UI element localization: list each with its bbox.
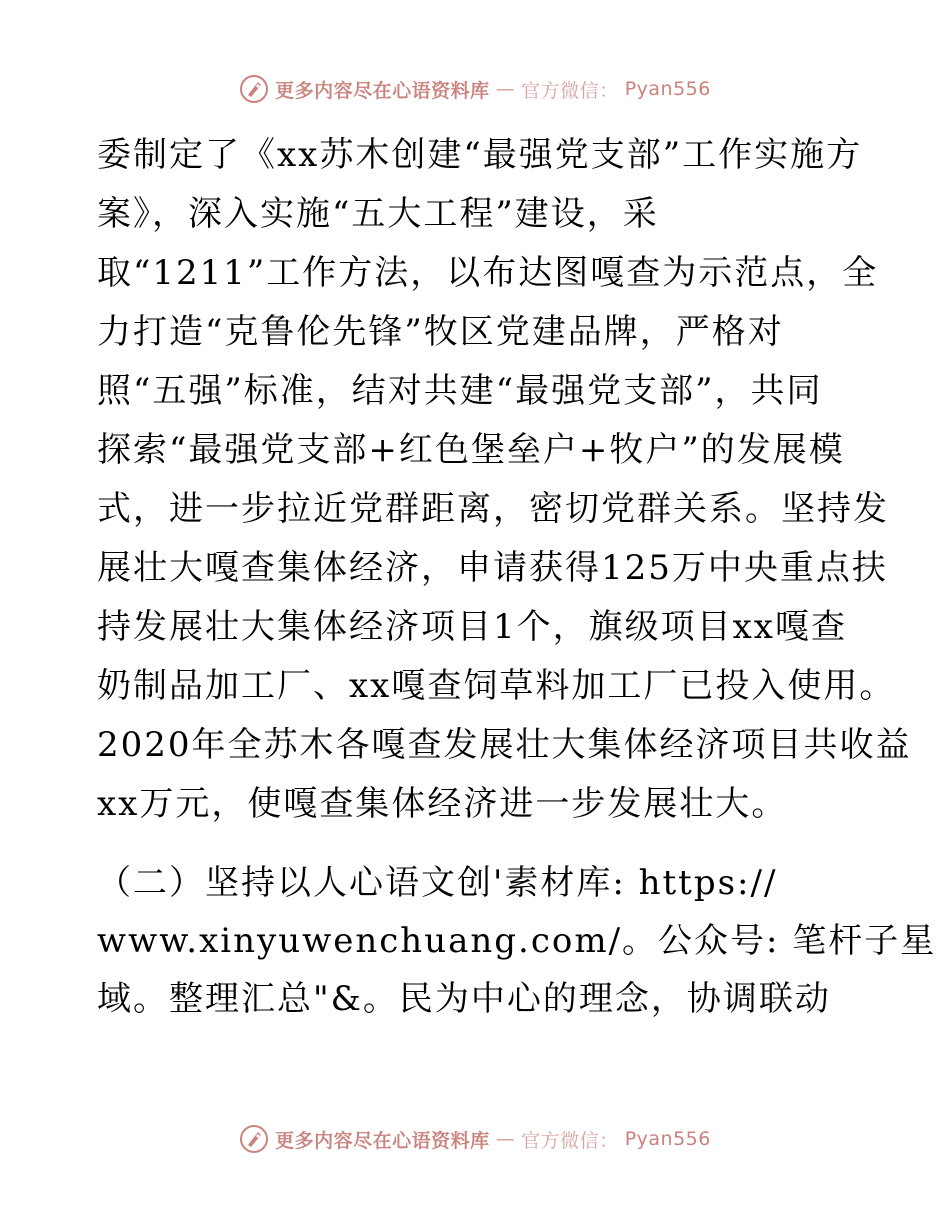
text-line: 取“1211”工作方法，以布达图嘎查为示范点，全 xyxy=(97,253,879,293)
text-line: 展壮大嘎查集体经济，申请获得125万中央重点扶 xyxy=(97,548,888,588)
watermark-official-label: 官方微信： xyxy=(521,79,619,102)
pen-nib-logo-icon xyxy=(239,74,269,104)
paragraph-1 xyxy=(97,126,912,834)
text-line: 式，进一步拉近党群距离，密切党群关系。坚持发 xyxy=(97,489,889,529)
watermark-main-text: 更多内容尽在心语资料库 xyxy=(275,79,490,102)
text-line: 案》，深入实施“五大工程”建设，采 xyxy=(97,194,659,234)
text-line: 持发展壮大集体经济项目1个，旗级项目xx嘎查 xyxy=(97,607,847,647)
watermark-main-text: 更多内容尽在心语资料库 xyxy=(275,1129,490,1152)
document-body xyxy=(97,126,937,1028)
header-watermark xyxy=(0,74,950,104)
text-line: xx万元，使嘎查集体经济进一步发展壮大。 xyxy=(97,784,788,824)
watermark-dash: — xyxy=(495,1128,516,1150)
footer-watermark xyxy=(0,1124,950,1154)
text-line: 力打造“克鲁伦先锋”牧区党建品牌，严格对 xyxy=(97,312,784,352)
watermark-dash: — xyxy=(495,78,516,100)
text-line: www.xinyuwenchuang.com/。公众号: 笔杆子星 xyxy=(97,921,937,961)
text-line: 奶制品加工厂、xx嘎查饲草料加工厂已投入使用。 xyxy=(97,666,896,706)
text-line: 2020年全苏木各嘎查发展壮大集体经济项目共收益 xyxy=(97,725,912,765)
watermark-wechat-id: Pyan556 xyxy=(624,78,711,100)
text-line: 域。整理汇总"&。民为中心的理念，协调联动 xyxy=(97,979,831,1019)
text-line: 探索“最强党支部+红色堡垒户+牧户”的发展模 xyxy=(97,430,845,470)
text-line: 委制定了《xx苏木创建“最强党支部”工作实施方 xyxy=(97,135,863,175)
paragraph-2 xyxy=(97,854,937,1028)
watermark-official-label: 官方微信： xyxy=(521,1129,619,1152)
paragraph-spacer xyxy=(97,834,867,854)
text-line: （二）坚持以人心语文创'素材库: https:// xyxy=(97,863,778,903)
watermark-wechat-id: Pyan556 xyxy=(624,1128,711,1150)
pen-nib-logo-icon xyxy=(239,1124,269,1154)
text-line: 照“五强”标准，结对共建“最强党支部”，共同 xyxy=(97,371,823,411)
